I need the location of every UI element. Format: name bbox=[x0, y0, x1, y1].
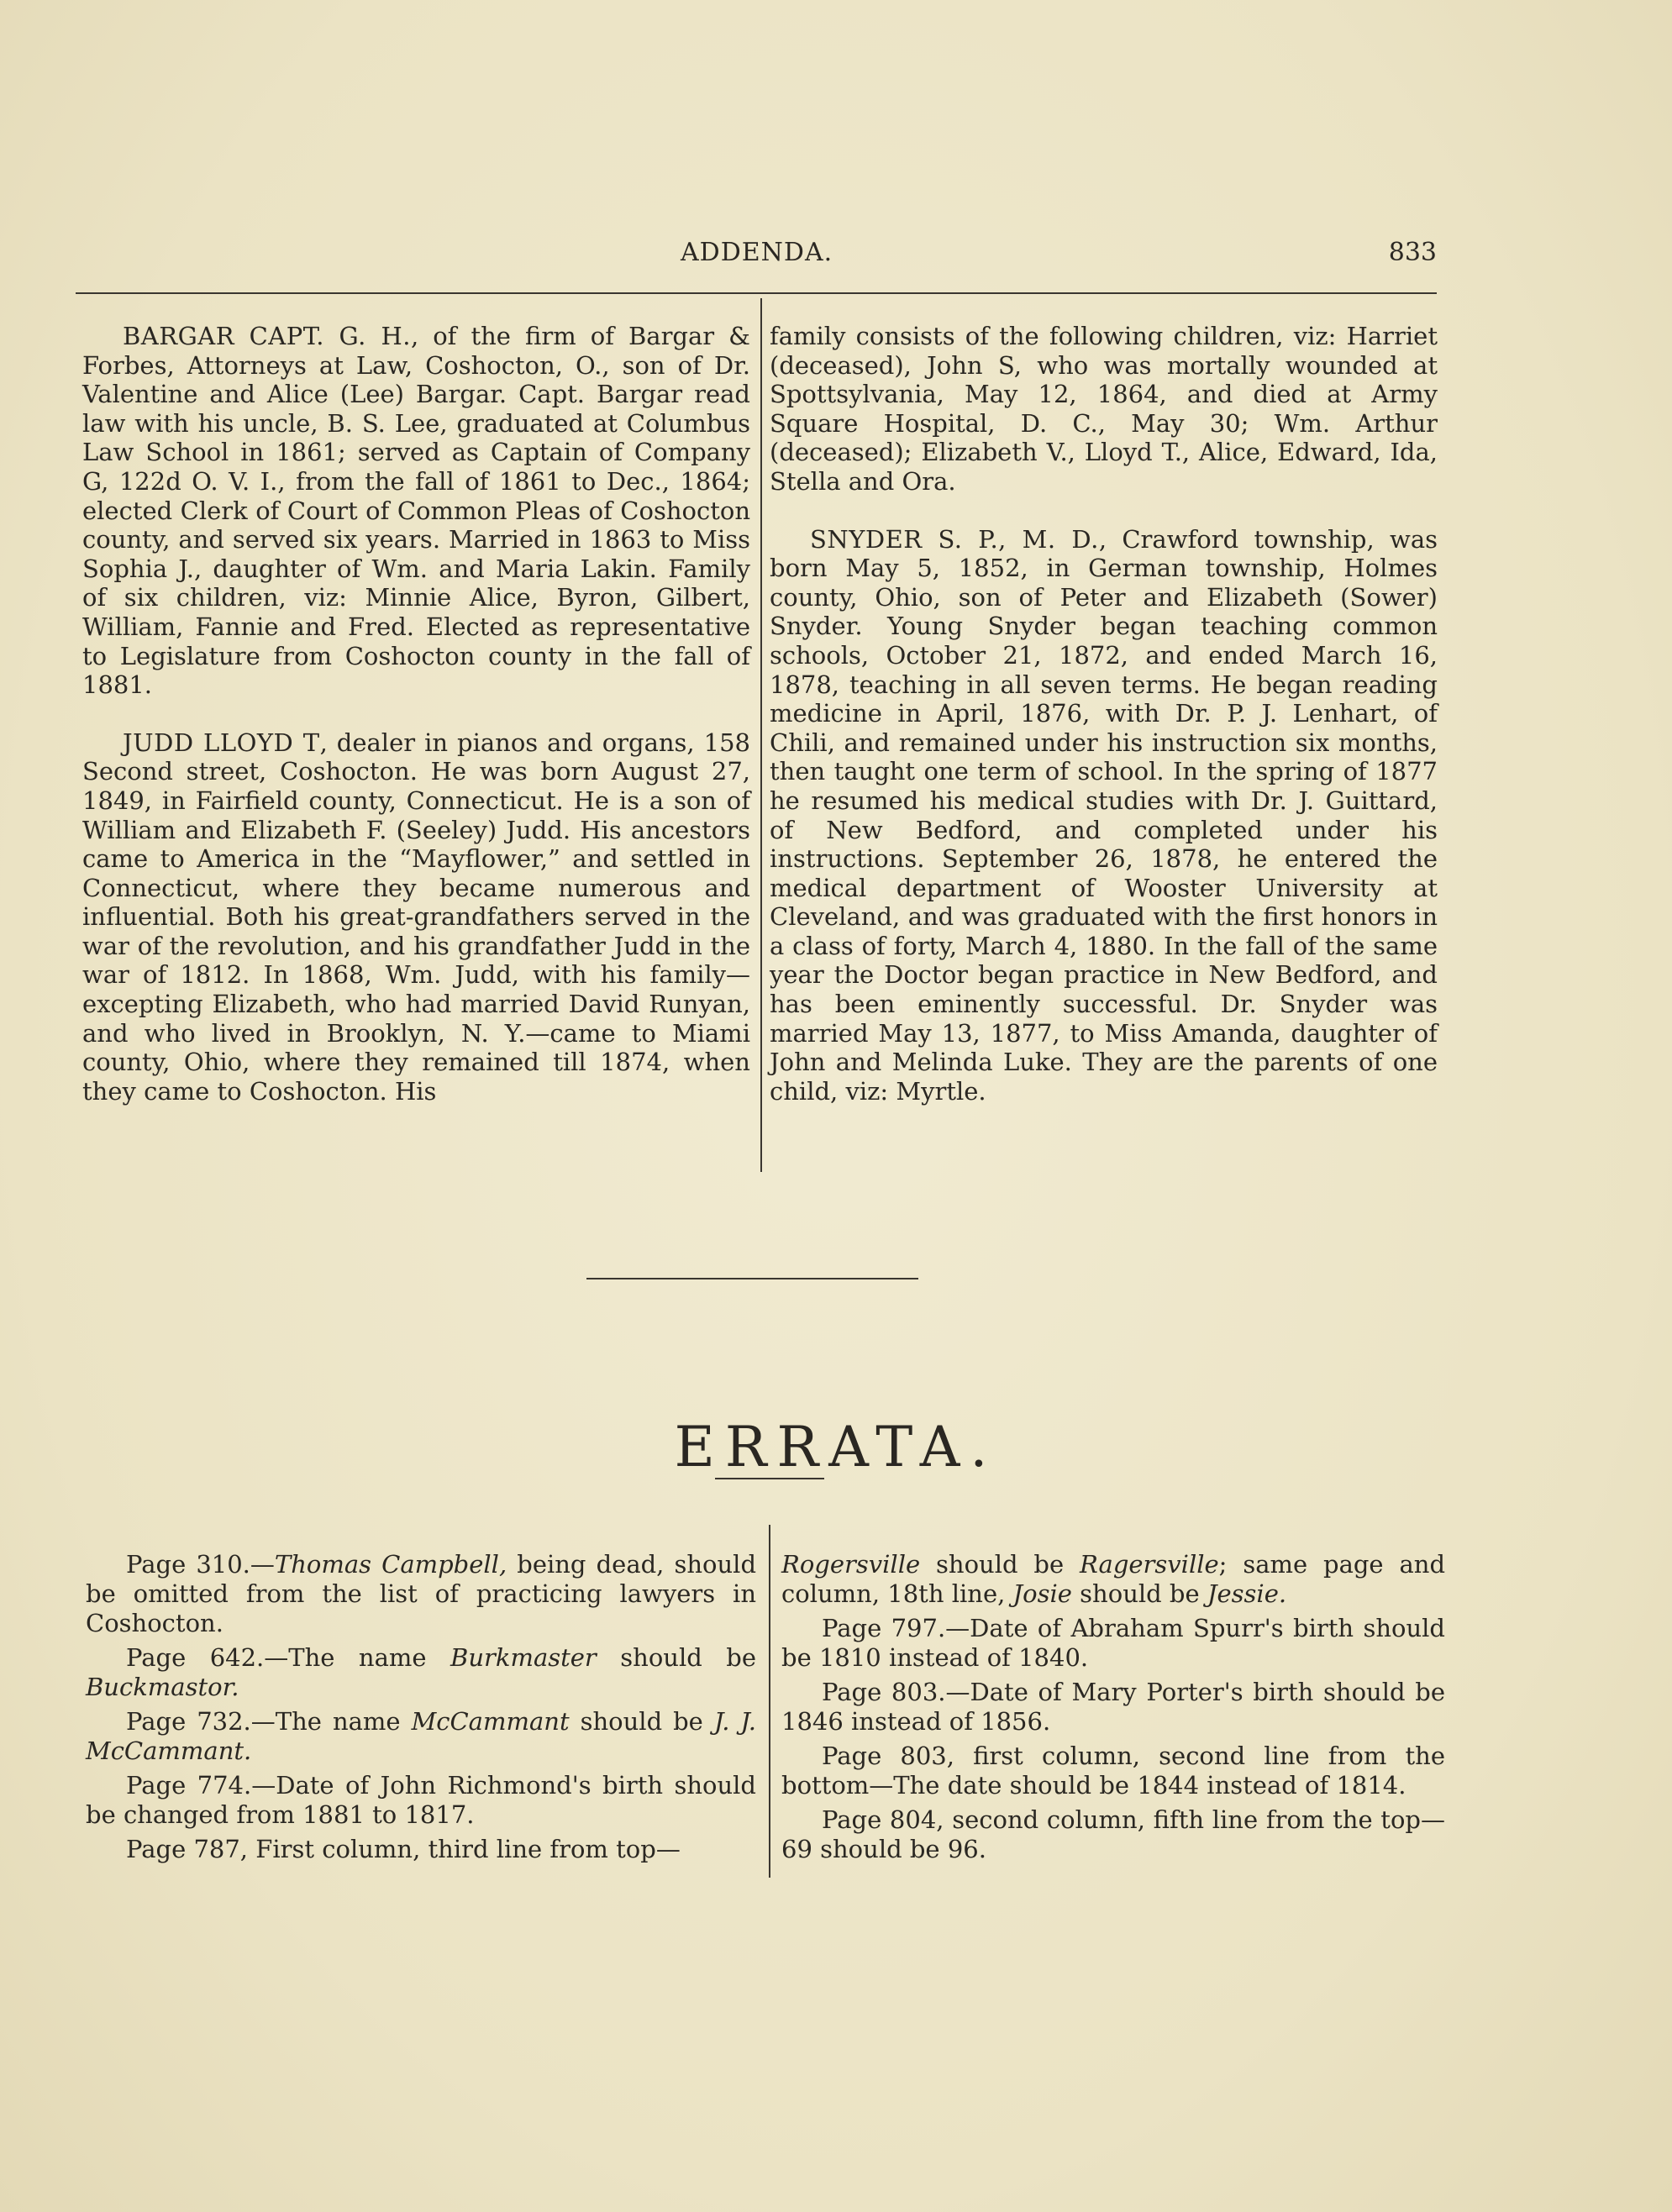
errata-732-page: Page 732.—The name bbox=[126, 1707, 412, 1736]
entry-bargar bbox=[82, 322, 750, 700]
entry-judd bbox=[82, 728, 750, 1106]
errata-item-732 bbox=[86, 1707, 756, 1766]
column-divider-addenda bbox=[760, 298, 762, 1172]
errata-item-787 bbox=[86, 1835, 756, 1864]
errata-310-rest: being dead, should be omitted from the list of practicing lawyers in Coshocton. bbox=[86, 1550, 757, 1637]
errata-732-mid: should be bbox=[569, 1707, 714, 1736]
errata-column-left bbox=[86, 1550, 756, 1869]
errata-title: ERRATA. bbox=[674, 1415, 998, 1480]
entry-judd-name: JUDD LLOYD T bbox=[123, 728, 320, 757]
errata-787-lead: Page 787, First column, third line from top— bbox=[126, 1835, 681, 1863]
errata-item-310 bbox=[86, 1550, 756, 1638]
addenda-column-left bbox=[82, 322, 750, 1106]
errata-787-right: Ragersville bbox=[1080, 1550, 1219, 1579]
errata-item-803b: Page 803, first column, second line from the bottom—The date should be 1844 instead of 1814. bbox=[781, 1742, 1445, 1800]
errata-642-right: Buckmastor. bbox=[86, 1673, 239, 1701]
entry-snyder bbox=[770, 525, 1438, 1106]
entry-judd-text: , dealer in pianos and organs, 158 Second street, Coshocton. He was born August 27, 1849, in Fairfield county, Connecticut. He is a son of William and Elizabeth F. (Seeley) Judd. His ancestors came to America in the “Mayflower,” and settled in Connecticut, where they became numerous and influential. Both his great-grandfathers served in the war of the revolution, and his grandfather Judd in the war of 1812. In 1868, Wm. Judd, with his family—excepting Elizabeth, who had married David Runyan, and who lived in Brooklyn, N. Y.—came to Miami county, Ohio, where they remained till 1874, when they came to Coshocton. His bbox=[82, 728, 750, 1106]
entry-judd-continued: family consists of the following children, viz: Harriet (deceased), John S, who was mortally wounded at Spottsylvania, May 12, 1864, and died at Army Square Hospital, D. C., May 30; Wm. Arthur (deceased); Elizabeth V., Lloyd T., Alice, Edward, Ida, Stella and Ora. bbox=[770, 322, 1438, 496]
entry-bargar-name: BARGAR CAPT. G. H. bbox=[123, 322, 411, 350]
section-divider bbox=[586, 1278, 918, 1279]
errata-item-797: Page 797.—Date of Abraham Spurr's birth should be 1810 instead of 1840. bbox=[781, 1614, 1445, 1672]
entry-snyder-text: , Crawford township, was born May 5, 1852, in German township, Holmes county, Ohio, son of Peter and Elizabeth (Sower) Snyder. Young Snyder began teaching common schools, October 21, 1872, and ended March 16, 1878, teaching in all seven terms. He began reading medicine in April, 1876, with Dr. P. J. Lenhart, of Chili, and remained under his instruction six months, then taught one term of school. In the spring of 1877 he resumed his medical studies with Dr. J. Guittard, of New Bedford, and completed under his instructions. September 26, 1878, he entered the medical department of Wooster University at Cleveland, and was graduated with the first honors in a class of forty, March 4, 1880. In the fall of the same year the Doctor began practice in New Bedford, and has been eminently successful. Dr. Snyder was married May 13, 1877, to Miss Amanda, daughter of John and Melinda Luke. They are the parents of one child, viz: Myrtle. bbox=[770, 524, 1438, 1106]
errata-787-wrong: Rogersville bbox=[781, 1550, 921, 1579]
errata-787-mid3: should be bbox=[1071, 1579, 1207, 1608]
errata-642-page: Page 642.—The name bbox=[126, 1643, 451, 1672]
errata-item-804: Page 804, second column, fifth line from the top—69 should be 96. bbox=[781, 1805, 1445, 1863]
errata-item-642 bbox=[86, 1643, 756, 1702]
column-divider-errata bbox=[769, 1525, 770, 1878]
entry-snyder-name: SNYDER S. P., M. D. bbox=[810, 524, 1099, 554]
errata-642-mid: should be bbox=[596, 1643, 756, 1672]
errata-title-rule bbox=[715, 1478, 824, 1479]
errata-item-774: Page 774.—Date of John Richmond's birth should be changed from 1881 to 1817. bbox=[86, 1771, 756, 1829]
errata-item-787-continued bbox=[781, 1550, 1445, 1609]
entry-bargar-text: , of the firm of Bargar & Forbes, Attorneys at Law, Coshocton, O., son of Dr. Valentine and Alice (Lee) Bargar. Capt. Bargar read law with his uncle, B. S. Lee, graduated at Columbus Law School in 1861; served as Captain of Company G, 122d O. V. I., from the fall of 1861 to Dec., 1864; elected Clerk of Court of Common Pleas of Coshocton county, and served six years. Married in 1863 to Miss Sophia J., daughter of Wm. and Maria Lakin. Family of six children, viz: Minnie Alice, Byron, Gilbert, William, Fannie and Fred. Elected as representative to Legislature from Coshocton county in the fall of 1881. bbox=[82, 322, 751, 700]
errata-787-wrong2: Josie bbox=[1012, 1579, 1072, 1608]
page-number: 833 bbox=[1388, 238, 1437, 267]
errata-item-803a: Page 803.—Date of Mary Porter's birth should be 1846 instead of 1856. bbox=[781, 1678, 1445, 1736]
addenda-column-right bbox=[770, 322, 1438, 1106]
errata-787-mid: should be bbox=[920, 1550, 1080, 1579]
errata-732-wrong: McCammant bbox=[411, 1707, 570, 1736]
header-rule bbox=[76, 292, 1437, 294]
running-head bbox=[76, 238, 1437, 271]
errata-310-page: Page 310.— bbox=[126, 1550, 275, 1579]
errata-787-right2: Jessie. bbox=[1207, 1579, 1287, 1608]
errata-732-right: J. J. McCammant. bbox=[86, 1707, 756, 1765]
errata-642-wrong: Burkmaster bbox=[450, 1643, 597, 1672]
errata-column-right bbox=[781, 1550, 1445, 1869]
errata-787-mid2: ; same page and column, 18th line, bbox=[781, 1550, 1446, 1608]
errata-310-name: Thomas Campbell, bbox=[274, 1550, 507, 1579]
running-head-title: ADDENDA. bbox=[681, 238, 833, 267]
